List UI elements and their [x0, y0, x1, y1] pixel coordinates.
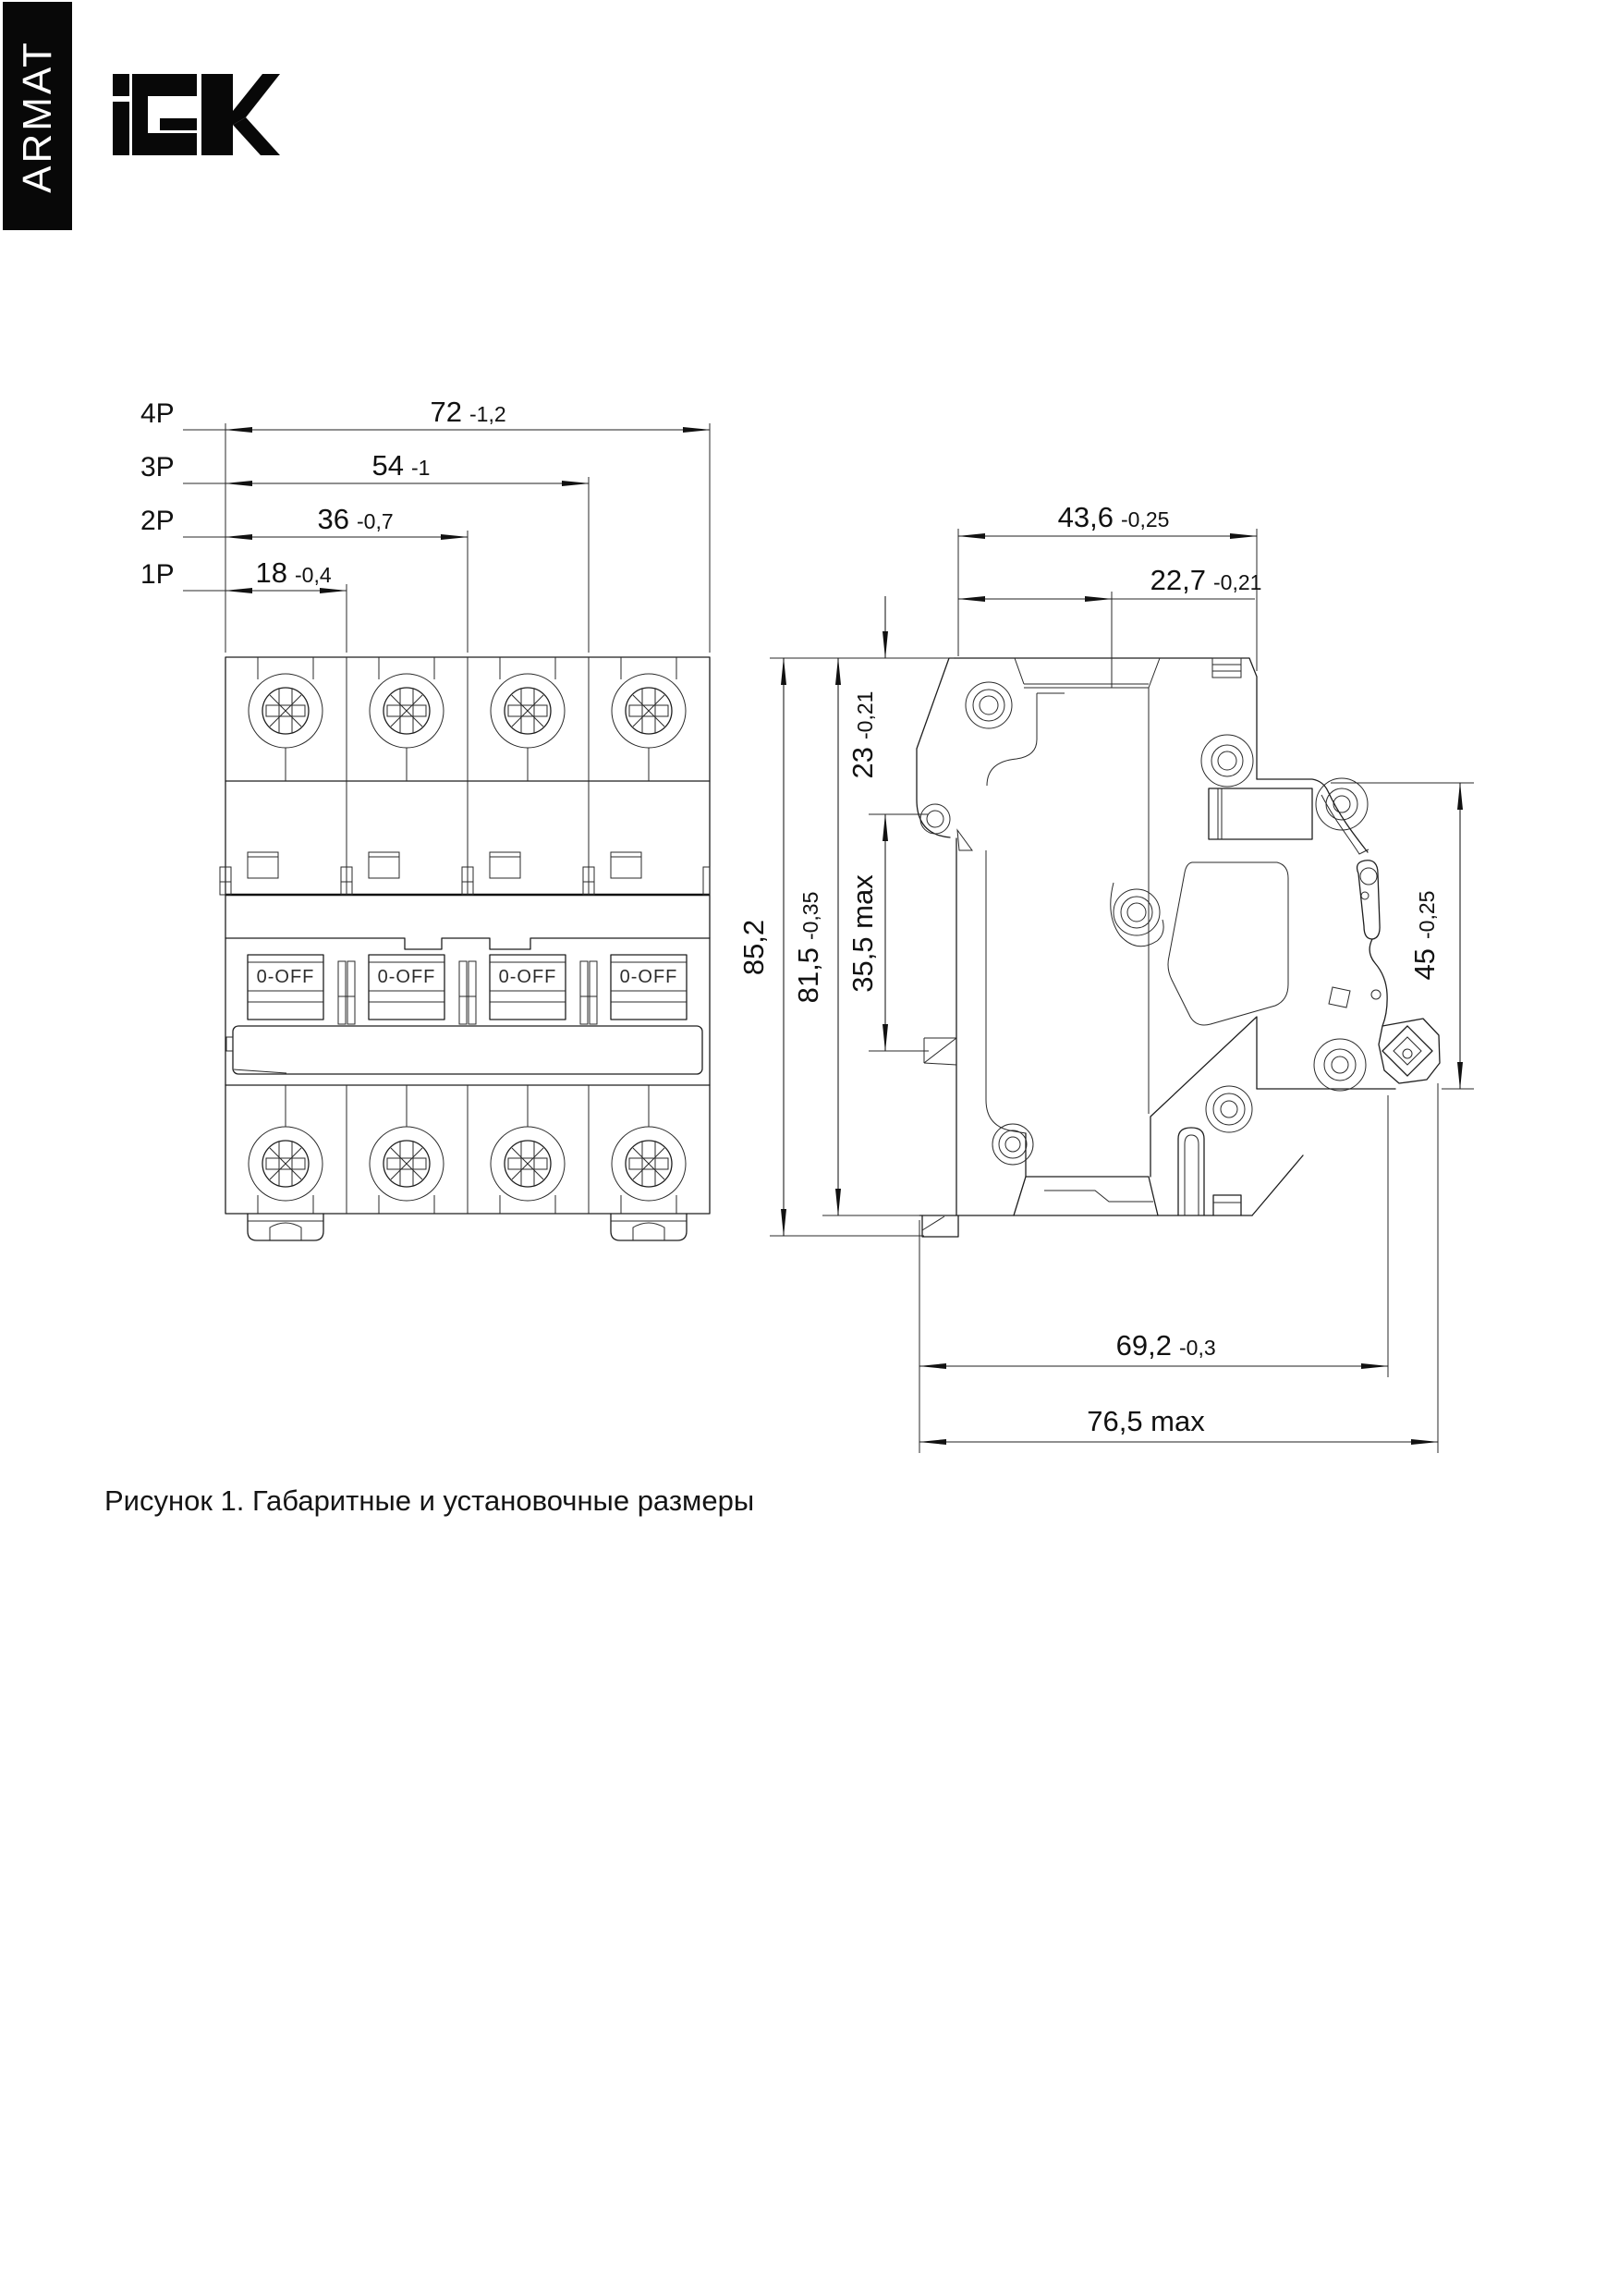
dim-tolerance: -0,3	[1179, 1336, 1216, 1360]
dim-value: 35,5 max	[846, 874, 879, 993]
dim-value: 18	[255, 556, 287, 589]
dim-offset	[958, 564, 1261, 688]
dim-value: 54	[371, 449, 404, 482]
dim-value: 22,7	[1150, 564, 1206, 596]
dim-value: 85,2	[737, 919, 770, 976]
dim-value: 72	[430, 396, 462, 428]
handle-tie-bar	[226, 1026, 702, 1074]
pole-label: 1P	[140, 559, 175, 590]
side-view	[737, 501, 1474, 1453]
toggle-handle	[490, 955, 566, 1020]
dim-tolerance: -0,25	[1121, 507, 1170, 531]
pole-label: 2P	[140, 506, 175, 536]
dim-tolerance: -0,7	[357, 509, 394, 533]
dim-value: 81,5-0,35	[792, 891, 824, 1004]
dim-value: 76,5 max	[1087, 1405, 1205, 1437]
handle-label: 0-OFF	[256, 967, 315, 987]
iek-logo-icon	[113, 74, 280, 155]
dim-value: 69,2	[1115, 1329, 1172, 1362]
handle-label: 0-OFF	[619, 967, 678, 987]
dim-value: 43,6	[1057, 501, 1114, 533]
dim-tolerance: -1,2	[469, 402, 506, 426]
dim-3p	[140, 449, 589, 483]
toggle-handle	[248, 955, 323, 1020]
dim-width	[958, 501, 1257, 671]
dim-1p	[140, 556, 347, 591]
toggle-handle	[369, 955, 444, 1020]
terminal-claw	[1379, 1019, 1440, 1083]
dim-2p	[140, 503, 468, 537]
mounting-foot	[248, 1214, 323, 1240]
dim-tolerance: -0,4	[295, 563, 332, 587]
mounting-foot	[611, 1214, 687, 1240]
dim-upper	[846, 596, 929, 1051]
front-view	[140, 396, 710, 1240]
dim-value: 45-0,25	[1408, 890, 1441, 981]
handle-label: 0-OFF	[498, 967, 557, 987]
figure-caption: Рисунок 1. Габаритные и установочные размеры	[104, 1484, 755, 1517]
dim-tolerance: -0,21	[1213, 570, 1262, 594]
banner-text: ARMAT	[15, 40, 60, 193]
dim-rail	[1331, 783, 1474, 1089]
dim-value: 23-0,21	[846, 690, 879, 779]
dim-value: 36	[317, 503, 349, 535]
pole-label: 4P	[140, 398, 175, 429]
dim-tolerance: -1	[411, 456, 431, 480]
handle-label: 0-OFF	[377, 967, 436, 987]
side-screws	[966, 682, 1368, 1165]
brand-banner	[3, 2, 72, 230]
pole-label: 3P	[140, 452, 175, 482]
toggle-handle	[611, 955, 687, 1020]
